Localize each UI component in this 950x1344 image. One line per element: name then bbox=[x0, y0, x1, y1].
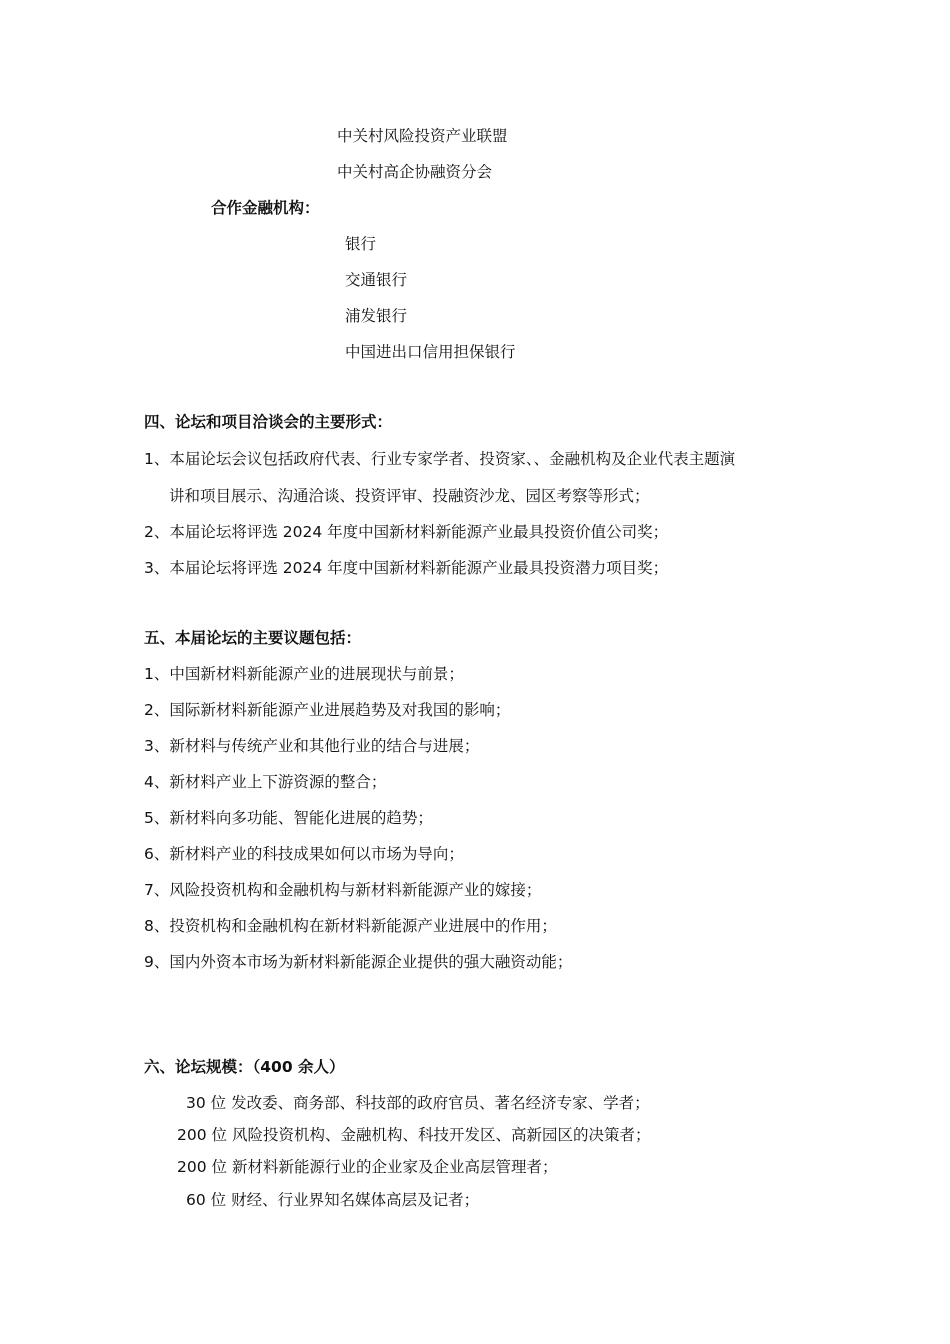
section5-item: 7、风险投资机构和金融机构与新材料新能源产业的嫁接； bbox=[144, 881, 542, 899]
finance-item: 交通银行 bbox=[345, 271, 408, 289]
section6-item: 200 位 风险投资机构、金融机构、科技开发区、高新园区的决策者； bbox=[177, 1126, 651, 1144]
section4-item: 2、本届论坛将评选 2024 年度中国新材料新能源产业最具投资价值公司奖； bbox=[144, 523, 669, 541]
section4-item: 3、本届论坛将评选 2024 年度中国新材料新能源产业最具投资潜力项目奖； bbox=[144, 559, 669, 577]
finance-heading: 合作金融机构： bbox=[211, 199, 320, 217]
section5-item: 4、新材料产业上下游资源的整合； bbox=[144, 773, 387, 791]
section5-heading: 五、本届论坛的主要议题包括： bbox=[144, 629, 362, 647]
organizer-item: 中关村风险投资产业联盟 bbox=[337, 127, 508, 145]
finance-item: 银行 bbox=[345, 235, 377, 253]
organizer-item: 中关村高企协融资分会 bbox=[337, 163, 493, 181]
section6-item: 60 位 财经、行业界知名媒体高层及记者； bbox=[186, 1191, 480, 1209]
section5-item: 3、新材料与传统产业和其他行业的结合与进展； bbox=[144, 737, 480, 755]
section5-item: 6、新材料产业的科技成果如何以市场为导向； bbox=[144, 845, 464, 863]
section5-item: 2、国际新材料新能源产业进展趋势及对我国的影响； bbox=[144, 701, 511, 719]
section6-heading: 六、论坛规模：（400 余人） bbox=[144, 1058, 345, 1076]
finance-item: 中国进出口信用担保银行 bbox=[345, 343, 516, 361]
section4-item: 1、本届论坛会议包括政府代表、行业专家学者、投资家、、金融机构及企业代表主题演 bbox=[144, 450, 736, 468]
section4-heading: 四、论坛和项目洽谈会的主要形式： bbox=[144, 413, 393, 431]
section5-item: 5、新材料向多功能、智能化进展的趋势； bbox=[144, 809, 433, 827]
section4-item-continuation: 讲和项目展示、沟通洽谈、投资评审、投融资沙龙、园区考察等形式； bbox=[169, 487, 650, 505]
finance-item: 浦发银行 bbox=[345, 307, 408, 325]
section5-item: 8、投资机构和金融机构在新材料新能源产业进展中的作用； bbox=[144, 917, 557, 935]
section5-item: 1、中国新材料新能源产业的进展现状与前景； bbox=[144, 665, 464, 683]
section6-item: 200 位 新材料新能源行业的企业家及企业高层管理者； bbox=[177, 1158, 558, 1176]
section6-item: 30 位 发改委、商务部、科技部的政府官员、著名经济专家、学者； bbox=[186, 1094, 650, 1112]
section5-item: 9、国内外资本市场为新材料新能源企业提供的强大融资动能； bbox=[144, 953, 573, 971]
